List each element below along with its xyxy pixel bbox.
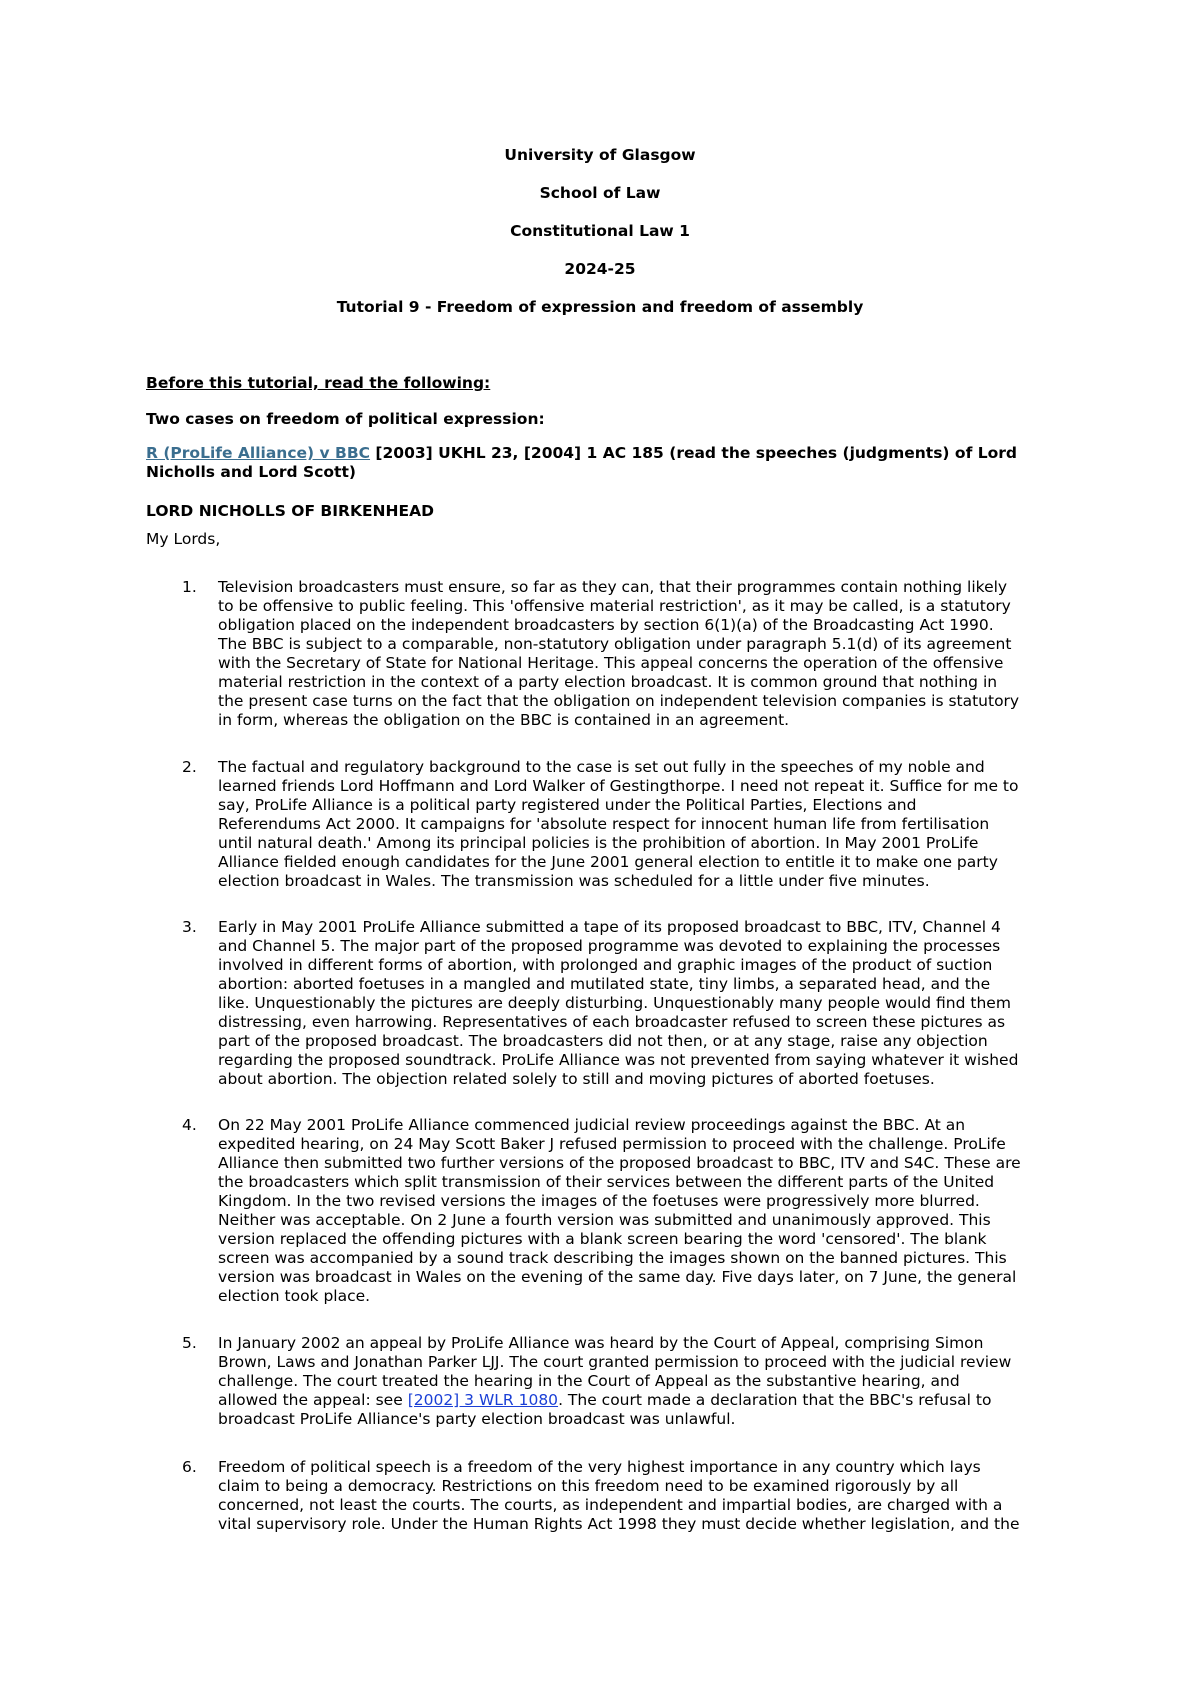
paragraph-line: in form, whereas the obligation on the BBC is contained in an agreement. xyxy=(218,711,790,729)
case-citation: [2003] UKHL 23, [2004] 1 AC 185 (read the speeches (judgments) of Lord xyxy=(370,444,1017,462)
paragraph-number: 1. xyxy=(182,578,197,596)
paragraph-line: to be offensive to public feeling. This 'offensive material restriction', as it may be called, is a statutory xyxy=(218,597,1011,615)
paragraph-line: concerned, not least the courts. The courts, as independent and impartial bodies, are charged with a xyxy=(218,1496,1003,1514)
case-link[interactable]: R (ProLife Alliance) v BBC xyxy=(146,444,371,462)
paragraph-line: vital supervisory role. Under the Human Rights Act 1998 they must decide whether legislation, and the xyxy=(218,1515,1020,1533)
paragraph-line-with-link xyxy=(218,1391,1200,1410)
paragraph-line: In January 2002 an appeal by ProLife Alliance was heard by the Court of Appeal, comprising Simon xyxy=(218,1334,984,1352)
paragraph-line: until natural death.' Among its principal policies is the prohibition of abortion. In May 2001 ProLife xyxy=(218,834,979,852)
tutorial-title: Tutorial 9 - Freedom of expression and freedom of assembly xyxy=(336,298,864,316)
paragraph-number: 6. xyxy=(182,1458,197,1476)
paragraph-line: Alliance then submitted two further versions of the proposed broadcast to BBC, ITV and S4C. These are xyxy=(218,1154,1021,1172)
paragraph-line: version replaced the offending pictures with a blank screen bearing the word 'censored'. The blank xyxy=(218,1230,987,1248)
paragraph-line: regarding the proposed soundtrack. ProLife Alliance was not prevented from saying whatever it wished xyxy=(218,1051,1019,1069)
paragraph-line: abortion: aborted foetuses in a mangled and mutilated state, tiny limbs, a separated head, and the xyxy=(218,975,991,993)
paragraph-line: Alliance fielded enough candidates for the June 2001 general election to entitle it to make one party xyxy=(218,853,998,871)
judge-name: LORD NICHOLLS OF BIRKENHEAD xyxy=(146,502,434,520)
paragraph-line: the present case turns on the fact that the obligation on independent television companies is statutory xyxy=(218,692,1020,710)
paragraph-line: screen was accompanied by a sound track describing the images shown on the banned pictures. This xyxy=(218,1249,1007,1267)
paragraph-line: about abortion. The objection related solely to still and moving pictures of aborted foetuses. xyxy=(218,1070,935,1088)
paragraph-line: with the Secretary of State for National Heritage. This appeal concerns the operation of the offensive xyxy=(218,654,1004,672)
paragraph-line: part of the proposed broadcast. The broadcasters did not then, or at any stage, raise any objection xyxy=(218,1032,988,1050)
paragraph-line: Neither was acceptable. On 2 June a fourth version was submitted and unanimously approved. This xyxy=(218,1211,991,1229)
paragraph-line: claim to being a democracy. Restrictions on this freedom need to be examined rigorously by all xyxy=(218,1477,959,1495)
paragraph-line: distressing, even harrowing. Representatives of each broadcaster refused to screen these pictures as xyxy=(218,1013,1006,1031)
paragraph-line: and Channel 5. The major part of the proposed programme was devoted to explaining the processes xyxy=(218,937,1001,955)
paragraph-line: material restriction in the context of a party election broadcast. It is common ground that nothing in xyxy=(218,673,998,691)
reading-subheading: Two cases on freedom of political expression: xyxy=(146,410,545,428)
paragraph-line: Brown, Laws and Jonathan Parker LJJ. The court granted permission to proceed with the judicial review xyxy=(218,1353,1012,1371)
paragraph-line: Television broadcasters must ensure, so far as they can, that their programmes contain nothing likely xyxy=(218,578,1008,596)
paragraph-line: broadcast ProLife Alliance's party election broadcast was unlawful. xyxy=(218,1410,736,1428)
paragraph-line: election broadcast in Wales. The transmission was scheduled for a little under five minutes. xyxy=(218,872,930,890)
paragraph-line: expedited hearing, on 24 May Scott Baker J refused permission to proceed with the challenge. ProLife xyxy=(218,1135,1006,1153)
year-title: 2024-25 xyxy=(564,260,636,278)
paragraph-line: learned friends Lord Hoffmann and Lord Walker of Gestingthorpe. I need not repeat it. Suffice for me to xyxy=(218,777,1019,795)
paragraph-number: 3. xyxy=(182,918,197,936)
paragraph-line: challenge. The court treated the hearing in the Court of Appeal as the substantive hearing, and xyxy=(218,1372,960,1390)
paragraph-line: On 22 May 2001 ProLife Alliance commenced judicial review proceedings against the BBC. At an xyxy=(218,1116,966,1134)
university-title: University of Glasgow xyxy=(504,146,696,164)
link-line-before: allowed the appeal: see xyxy=(218,1391,408,1409)
case-citation-cont: Nicholls and Lord Scott) xyxy=(146,463,356,481)
course-title: Constitutional Law 1 xyxy=(510,222,690,240)
reading-heading: Before this tutorial, read the following: xyxy=(146,374,491,392)
paragraph-line: the broadcasters which split transmission of their services between the different parts of the United xyxy=(218,1173,995,1191)
paragraph-line: The BBC is subject to a comparable, non-statutory obligation under paragraph 5.1(d) of its agreement xyxy=(218,635,1012,653)
salutation: My Lords, xyxy=(146,530,221,548)
paragraph-line: The factual and regulatory background to the case is set out fully in the speeches of my noble and xyxy=(218,758,985,776)
paragraph-line: say, ProLife Alliance is a political party registered under the Political Parties, Elections and xyxy=(218,796,917,814)
paragraph-line: election took place. xyxy=(218,1287,371,1305)
paragraph-line: Kingdom. In the two revised versions the images of the foetuses were progressively more blurred. xyxy=(218,1192,980,1210)
citation-link[interactable]: [2002] 3 WLR 1080 xyxy=(407,1391,559,1409)
paragraph-line: like. Unquestionably the pictures are deeply disturbing. Unquestionably many people would find them xyxy=(218,994,1011,1012)
paragraph-line: Freedom of political speech is a freedom of the very highest importance in any country which lays xyxy=(218,1458,981,1476)
paragraph-line: involved in different forms of abortion, with prolonged and graphic images of the product of suction xyxy=(218,956,993,974)
paragraph-line: Early in May 2001 ProLife Alliance submitted a tape of its proposed broadcast to BBC, ITV, Channel 4 xyxy=(218,918,1001,936)
paragraph-line: Referendums Act 2000. It campaigns for 'absolute respect for innocent human life from fertilisation xyxy=(218,815,990,833)
paragraph-line: obligation placed on the independent broadcasters by section 6(1)(a) of the Broadcasting Act 1990. xyxy=(218,616,994,634)
paragraph-number: 4. xyxy=(182,1116,197,1134)
paragraph-number: 5. xyxy=(182,1334,197,1352)
school-title: School of Law xyxy=(539,184,661,202)
case-reference xyxy=(146,444,1066,482)
paragraph-number: 2. xyxy=(182,758,197,776)
link-line-after: . The court made a declaration that the BBC's refusal to xyxy=(558,1391,992,1409)
paragraph-line: version was broadcast in Wales on the evening of the same day. Five days later, on 7 June, the general xyxy=(218,1268,1017,1286)
